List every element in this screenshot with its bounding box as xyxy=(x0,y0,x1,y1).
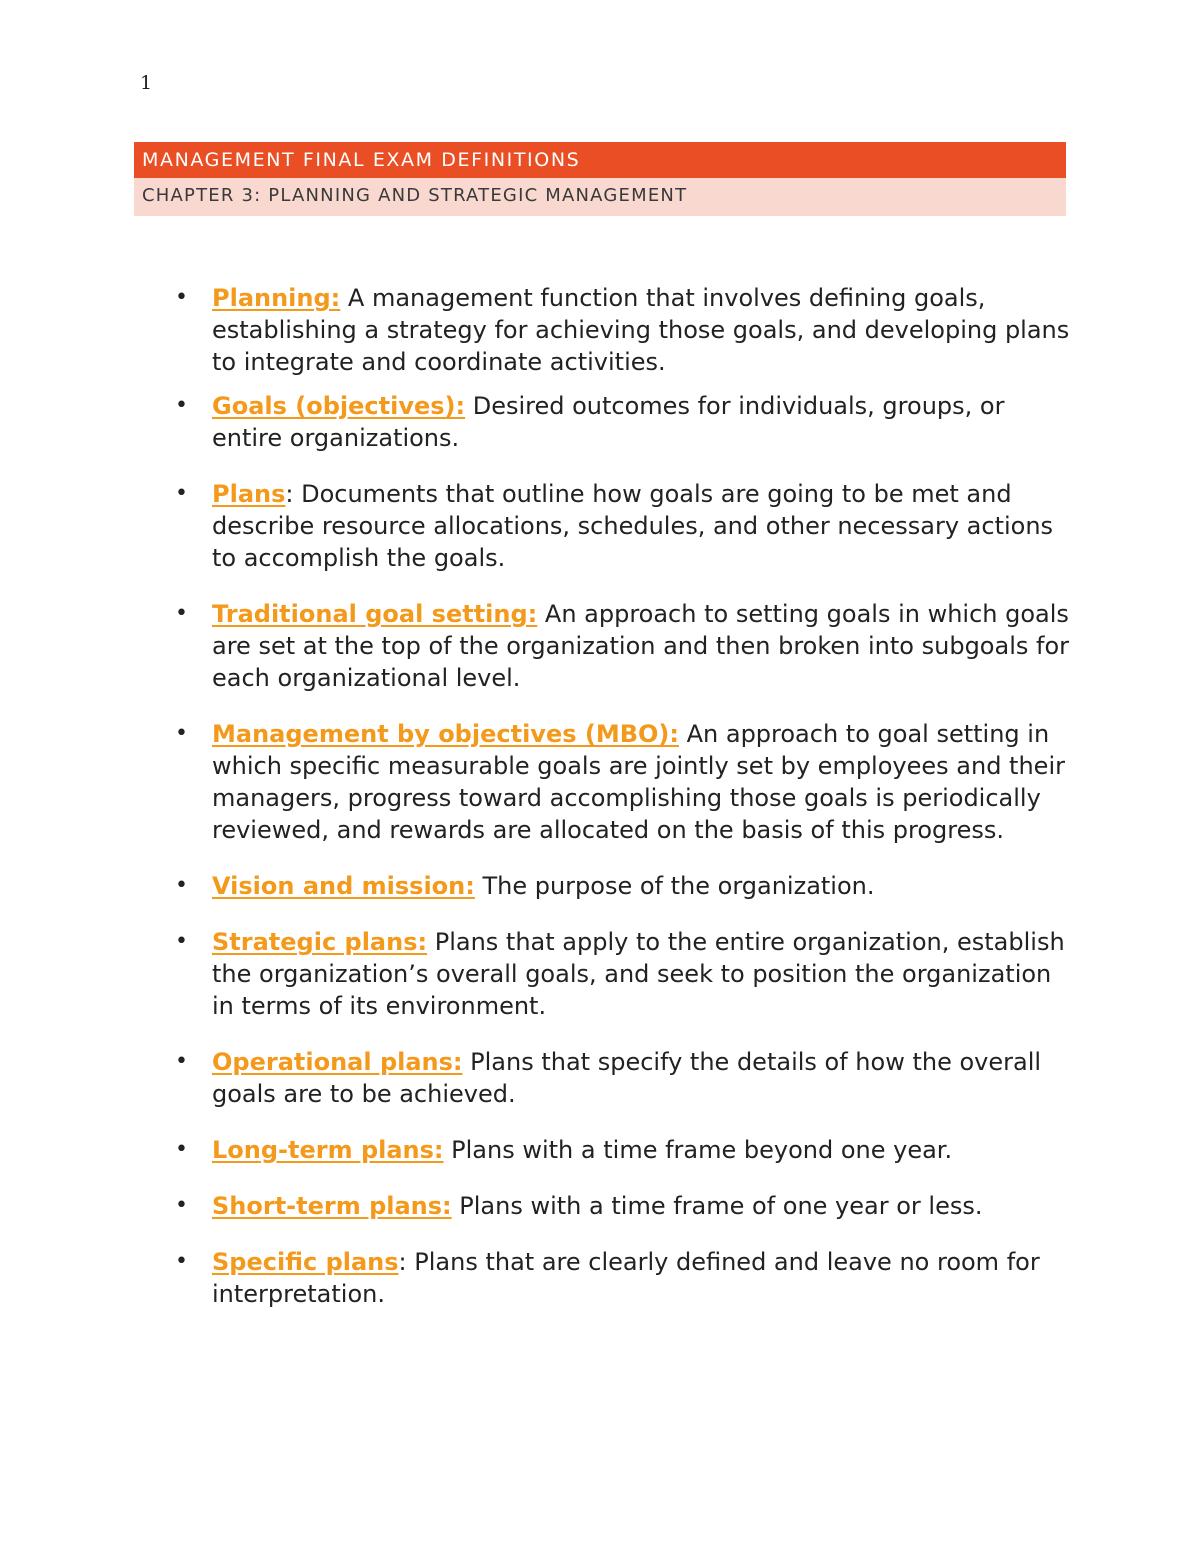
definition-text: Plans that apply to the entire organization, establish the organization’s overall goals, and seek to position the organization in terms of its environment. xyxy=(212,928,1065,1020)
bullet-icon: • xyxy=(175,601,188,626)
definition-term: Goals (objectives): xyxy=(212,392,466,420)
definition-text: A management function that involves defining goals, establishing a strategy for achieving those goals, and developing plans to integrate and coordinate activities. xyxy=(212,284,1070,376)
bullet-icon: • xyxy=(175,285,188,310)
definition-text: Plans that specify the details of how the overall goals are to be achieved. xyxy=(212,1048,1042,1108)
page-number: 1 xyxy=(140,72,153,94)
bullet-icon: • xyxy=(175,1137,188,1162)
definition-text: Documents that outline how goals are going to be met and describe resource allocations, schedules, and other necessary actions to accomplish the goals. xyxy=(212,480,1054,572)
definition-text: Plans with a time frame beyond one year. xyxy=(443,1136,953,1164)
definition-text: The purpose of the organization. xyxy=(474,872,875,900)
document-title: MANAGEMENT FINAL EXAM DEFINITIONS xyxy=(134,142,1066,178)
definition-item xyxy=(175,870,1075,902)
definition-text: Plans with a time frame of one year or less. xyxy=(451,1192,983,1220)
definition-item xyxy=(175,282,1075,378)
bullet-icon: • xyxy=(175,481,188,506)
definition-term: Planning: xyxy=(212,284,341,312)
bullet-icon: • xyxy=(175,721,188,746)
bullet-icon: • xyxy=(175,1193,188,1218)
definition-term: Plans xyxy=(212,480,286,508)
definition-text: Plans that are clearly defined and leave no room for interpretation. xyxy=(212,1248,1040,1308)
bullet-icon: • xyxy=(175,873,188,898)
definition-term: Management by objectives (MBO): xyxy=(212,720,679,748)
definition-item xyxy=(175,478,1075,574)
definition-text: An approach to goal setting in which specific measurable goals are jointly set by employees and their managers, progress toward accomplishing those goals is periodically reviewed, and rewards are allocated on the basis of this progress. xyxy=(212,720,1065,844)
definition-separator: : xyxy=(398,1248,407,1276)
definition-term: Long-term plans: xyxy=(212,1136,444,1164)
definition-item xyxy=(175,1046,1075,1110)
bullet-icon: • xyxy=(175,1049,188,1074)
definition-separator: : xyxy=(285,480,294,508)
definition-term: Specific plans xyxy=(212,1248,399,1276)
definition-text: Desired outcomes for individuals, groups, or entire organizations. xyxy=(212,392,1005,452)
definition-item xyxy=(175,390,1075,454)
bullet-icon: • xyxy=(175,393,188,418)
definition-item xyxy=(175,718,1075,846)
definition-item xyxy=(175,926,1075,1022)
definition-term: Operational plans: xyxy=(212,1048,463,1076)
definition-list xyxy=(175,282,1075,1334)
bullet-icon: • xyxy=(175,1249,188,1274)
bullet-icon: • xyxy=(175,929,188,954)
definition-item xyxy=(175,598,1075,694)
definition-text: An approach to setting goals in which goals are set at the top of the organization and then broken into subgoals for each organizational level. xyxy=(212,600,1069,692)
definition-item xyxy=(175,1134,1075,1166)
definition-term: Strategic plans: xyxy=(212,928,428,956)
definition-term: Vision and mission: xyxy=(212,872,475,900)
definition-item xyxy=(175,1190,1075,1222)
definition-item xyxy=(175,1246,1075,1310)
chapter-heading: CHAPTER 3: PLANNING AND STRATEGIC MANAGEMENT xyxy=(134,178,1066,216)
definition-term: Short-term plans: xyxy=(212,1192,452,1220)
definition-term: Traditional goal setting: xyxy=(212,600,538,628)
